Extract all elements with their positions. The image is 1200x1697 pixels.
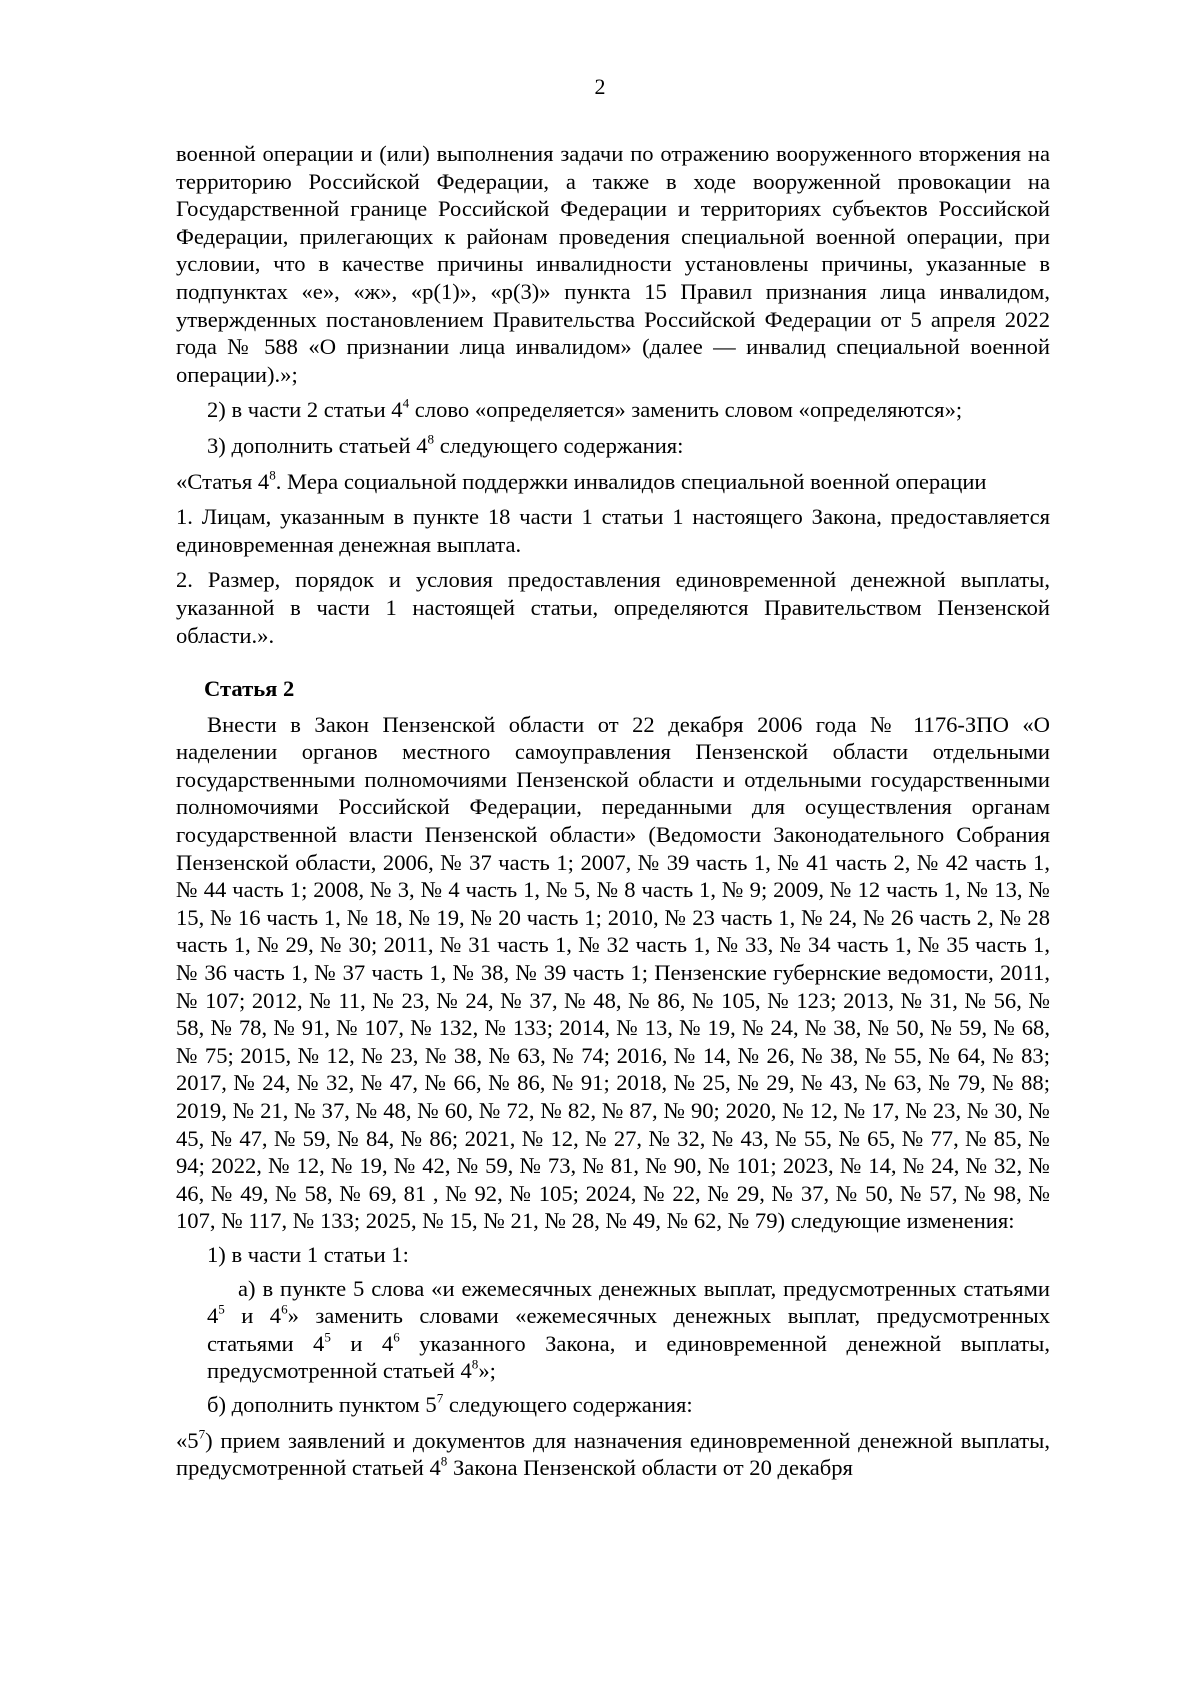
amendment-item-3: 3) дополнить статьей $4^8$ следующего содержания: (207, 431, 684, 458)
article-4-8-title: «Статья $4^8$. Мера социальной поддержки инвалидов специальной военной операции (176, 467, 987, 494)
new-item-5-7: «$5^7$) прием заявлений и документов для назначения единовременной денежной выплаты, предусмотренной статьей $4^8$ Закона Пензенской области от 20 декабря (176, 1426, 1050, 1481)
change-1-a: а) в пункте 5 слова «и ежемесячных денежных выплат, предусмотренных статьями $4^5$ и $4^6$» заменить словами «ежемесячных денежных выплат, предусмотренных статьями $4^5$ и $4^6$ указанного Закона, и единовременной денежной выплаты, предусмотренной статьей $4^8$»; (207, 1275, 1051, 1384)
article-2-heading: Статья 2 (204, 676, 295, 702)
article-2-body: Внести в Закон Пензенской области от 22 декабря 2006 года № 1176-ЗПО «О наделении органов местного самоуправления Пензенской области отдельными государственными полномочиями Пензенской области и отдельными государственными полномочиями Российской Федерации, переданными для осуществления органам государственной власти Пензенской области» (Ведомости Законодательного Собрания Пензенской области, 2006, № 37 часть 1; 2007, № 39 часть 1, № 41 часть 2, № 42 часть 1, № 44 часть 1; 2008, № 3, № 4 часть 1, № 5, № 8 часть 1, № 9; 2009, № 12 часть 1, № 13, № 15, № 16 часть 1, № 18, № 19, № 20 часть 1; 2010, № 23 часть 1, № 24, № 26 часть 2, № 28 часть 1, № 29, № 30; 2011, № 31 часть 1, № 32 часть 1, № 33, № 34 часть 1, № 35 часть 1, № 36 часть 1, № 37 часть 1, № 38, № 39 часть 1; Пензенские губернские ведомости, 2011, № 107; 2012, № 11, № 23, № 24, № 37, № 48, № 86, № 105, № 123; 2013, № 31, № 56, № 58, № 78, № 91, № 107, № 132, № 133; 2014, № 13, № 19, № 24, № 38, № 50, № 59, № 68, № 75; 2015, № 12, № 23, № 38, № 63, № 74; 2016, № 14, № 26, № 38, № 55, № 64, № 83; 2017, № 24, № 32, № 47, № 66, № 86, № 91; 2018, № 25, № 29, № 43, № 63, № 79, № 88; 2019, № 21, № 37, № 48, № 60, № 72, № 82, № 87, № 90; 2020, № 12, № 17, № 23, № 30, № 45, № 47, № 59, № 84, № 86; 2021, № 12, № 27, № 32, № 43, № 55, № 65, № 77, № 85, № 94; 2022, № 12, № 19, № 42, № 59, № 73, № 81, № 90, № 101; 2023, № 14, № 24, № 32, № 46, № 49, № 58, № 69, 81 , № 92, № 105; 2024, № 22, № 29, № 37, № 50, № 57, № 98, № 107, № 117, № 133; 2025, № 15, № 21, № 28, № 49, № 62, № 79) следующие изменения: (176, 711, 1050, 1234)
page-number: 2 (594, 74, 606, 99)
amendment-item-2: 2) в части 2 статьи $4^4$ слово «определяется» заменить словом «определяются»; (207, 395, 963, 423)
change-1: 1) в части 1 статьи 1: (207, 1241, 409, 1267)
article-4-8-part-2: 2. Размер, порядок и условия предоставления единовременной денежной выплаты, указанной в части 1 настоящей статьи, определяются Правительством Пензенской области.». (176, 567, 1050, 648)
paragraph-continuation: военной операции и (или) выполнения задачи по отражению вооруженного вторжения на территорию Российской Федерации, а также в ходе вооруженной провокации на Государственной границе Российской Федерации и территориях субъектов Российской Федерации, прилегающих к районам проведения специальной военной операции, при условии, что в качестве причины инвалидности установлены причины, указанные в подпунктах «е», «ж», «р(1)», «р(3)» пункта 15 Правил признания лица инвалидом, утвержденных постановлением Правительства Российской Федерации от 5 апреля 2022 года № 588 «О признании лица инвалидом» (далее — инвалид специальной военной операции).»; (176, 141, 1050, 387)
article-4-8-part-1: 1. Лицам, указанным в пункте 18 части 1 статьи 1 настоящего Закона, предоставляется единовременная денежная выплата. (176, 504, 1050, 557)
change-1-b: б) дополнить пунктом $5^7$ следующего содержания: (207, 1390, 693, 1417)
